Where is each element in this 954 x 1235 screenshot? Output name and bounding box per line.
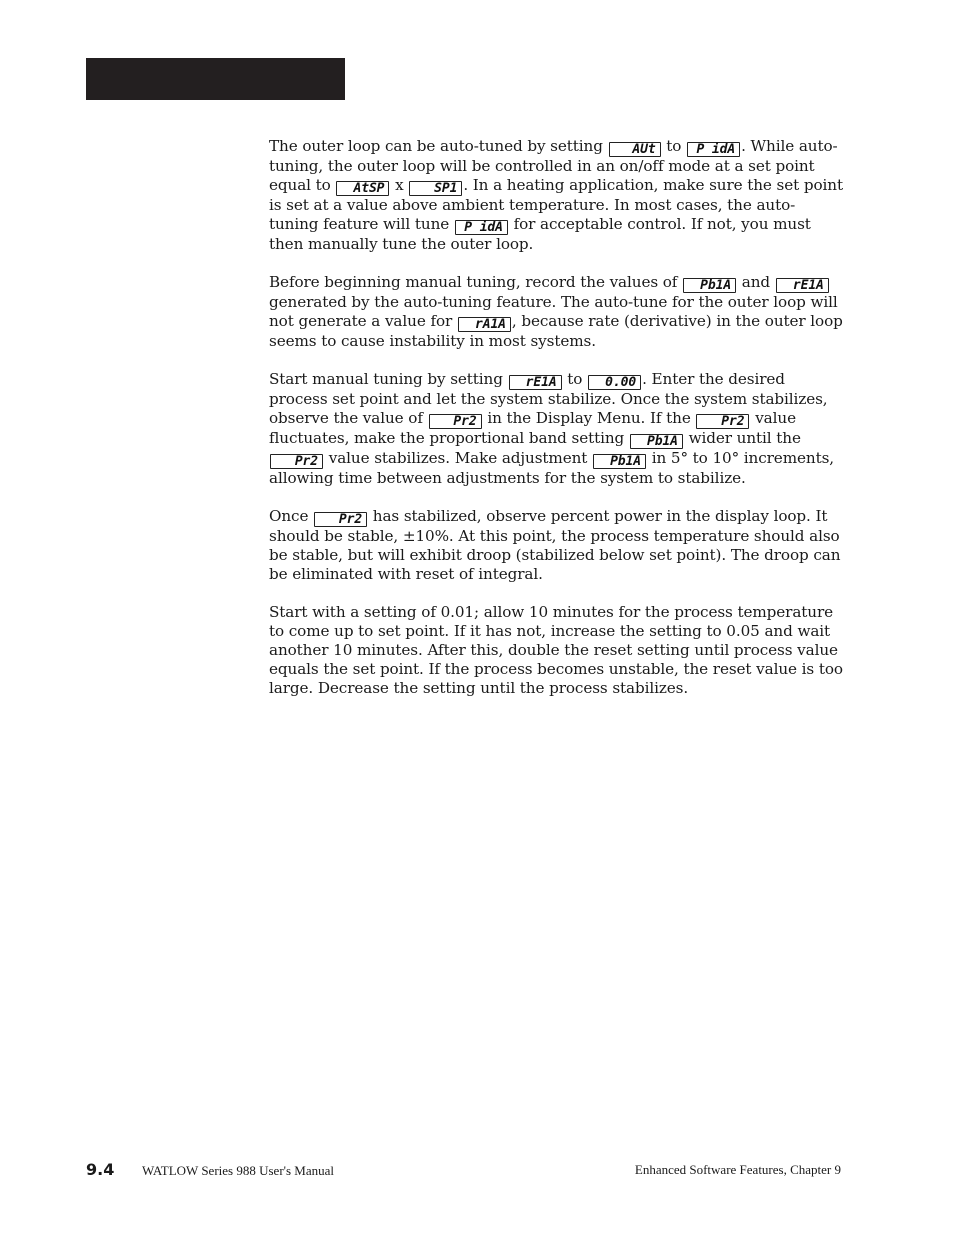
text-run: in 5° to 10° increments, allowing time between adjustments for the system to stabilize. (269, 449, 834, 487)
text-run: value stabilizes. Make adjustment (324, 449, 592, 467)
pida-display-code: P idA (455, 220, 508, 235)
pr2-display-code: Pr2 (314, 512, 367, 527)
paragraph-5 (269, 603, 844, 698)
pb1a-display-code: Pb1A (630, 434, 683, 449)
re1a-display-code: rE1A (776, 278, 829, 293)
chapter-title: Enhanced Software Features, Chapter 9 (634, 1162, 841, 1177)
re1a-display-code: rE1A (509, 375, 562, 390)
text-run: has stabilized, observe percent power in the display loop. It should be stable, ±10%. At this point, the process temperature should also be stable, but will exhibit droop (stabilized below set point). The droop can be eliminated with reset of integral. (269, 507, 841, 583)
text-run: . In a heating application, make sure the set point is set at a value above ambient temperature. In most cases, the auto-tuning feature will tune (269, 176, 843, 233)
text-run: Start with a setting of 0.01; allow 10 minutes for the process temperature to come up to set point. If it has not, increase the setting to 0.05 and wait another 10 minutes. After this, double the reset setting until process value equals the set point. If the process becomes unstable, the reset value is too large. Decrease the setting until the process stabilizes. (269, 603, 843, 697)
header-bar (86, 58, 345, 100)
text-run: . Enter the desired process set point and let the system stabilize. Once the system stabilizes, observe the value of (269, 370, 828, 427)
pb1a-display-code: Pb1A (593, 454, 646, 469)
text-run: . While auto-tuning, the outer loop will be controlled in an on/off mode at a set point equal to (269, 137, 838, 194)
text-run: wider until the (683, 429, 801, 447)
text-run: x (390, 176, 409, 194)
text-run: value fluctuates, make the proportional band setting (269, 409, 796, 447)
text-run: generated by the auto-tuning feature. The auto-tune for the outer loop will not generate a value for (269, 293, 838, 330)
text-run: Before beginning manual tuning, record the values of (269, 273, 683, 291)
manual-title: WATLOW Series 988 User's Manual (142, 1163, 335, 1178)
body-text (269, 137, 844, 717)
text-run: in the Display Menu. If the (482, 409, 696, 427)
pr2-display-code: Pr2 (696, 414, 749, 429)
text-run: and (737, 273, 775, 291)
sp1-display-code: SP1 (409, 181, 462, 196)
paragraph-3 (269, 370, 844, 488)
pida-display-code: P idA (687, 142, 740, 157)
page-number: 9.4 (86, 1160, 115, 1179)
text-run: to (661, 137, 687, 155)
pr2-display-code: Pr2 (429, 414, 482, 429)
pb1a-display-code: Pb1A (683, 278, 736, 293)
zero-display-code: 0.00 (588, 375, 641, 390)
pr2-display-code: Pr2 (270, 454, 323, 469)
text-run: Start manual tuning by setting (269, 370, 508, 388)
paragraph-1 (269, 137, 844, 254)
text-run: Once (269, 507, 314, 525)
text-run: to (562, 370, 588, 388)
text-run: The outer loop can be auto-tuned by setting (269, 137, 608, 155)
atsp-display-code: AtSP (336, 181, 389, 196)
paragraph-2 (269, 273, 844, 351)
text-run: for acceptable control. If not, you must then manually tune the outer loop. (269, 215, 811, 253)
aut-display-code: AUt (609, 142, 661, 157)
paragraph-4 (269, 507, 844, 584)
page-footer (86, 1160, 841, 1182)
ra1a-display-code: rA1A (458, 317, 511, 332)
text-run: , because rate (derivative) in the outer loop seems to cause instability in most systems. (269, 312, 843, 350)
